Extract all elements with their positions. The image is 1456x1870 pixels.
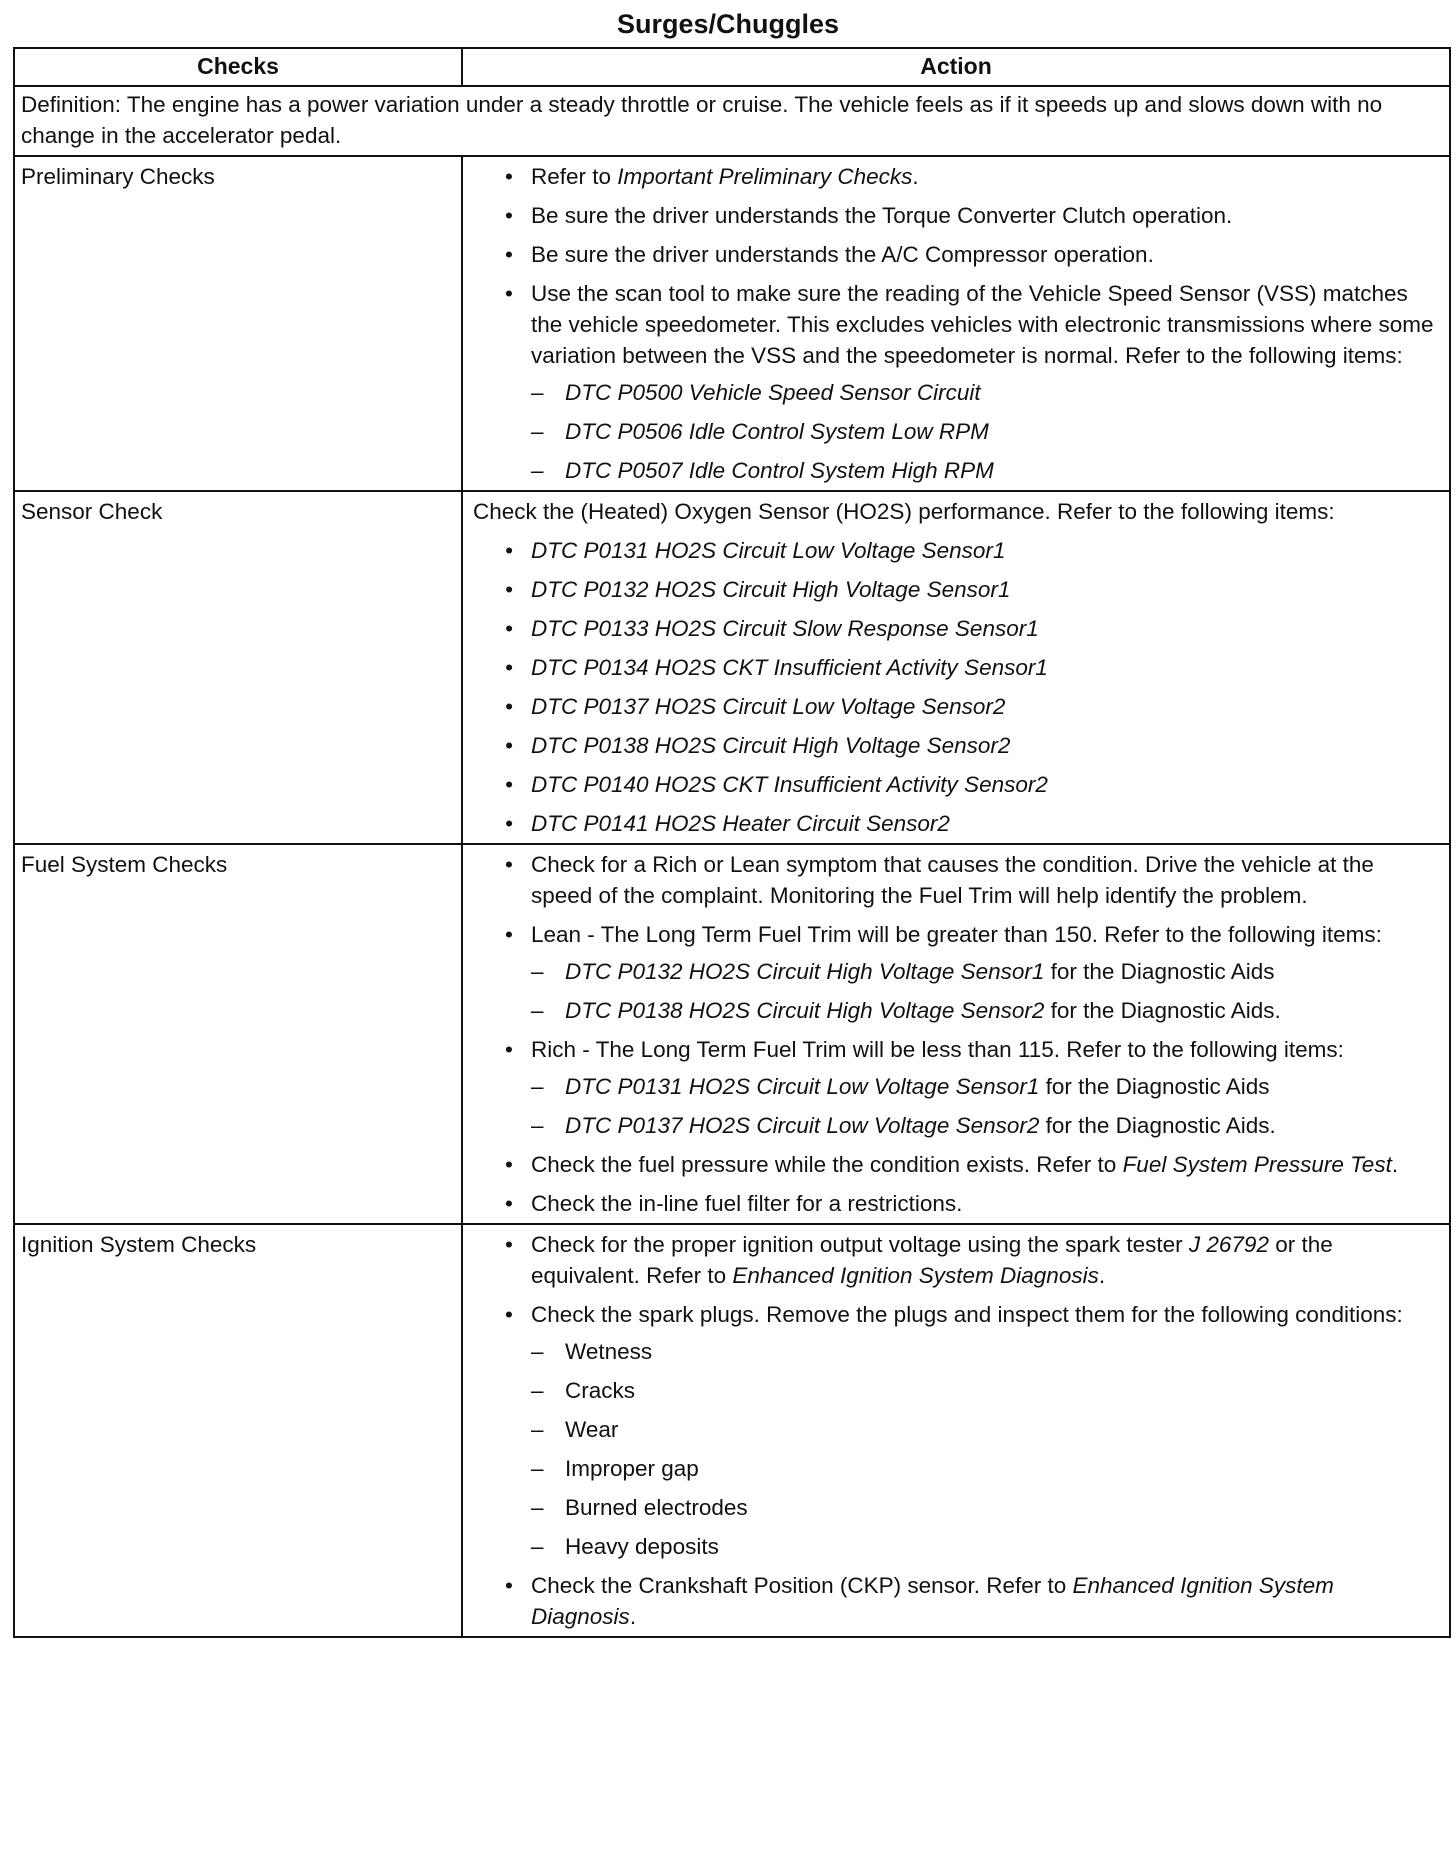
bullet-icon: • (505, 1232, 513, 1257)
list-item: • Lean - The Long Term Fuel Trim will be greater than 150. Refer to the following items: – DTC P0132 HO2S Circuit High Voltage Sensor1 for the Diagnostic Aids – DTC P0138 HO2S Circuit High Voltage Sensor2 for the Diagnostic Aids. (473, 919, 1439, 1026)
bullet-icon: • (505, 733, 513, 758)
list-item: • Use the scan tool to make sure the reading of the Vehicle Speed Sensor (VSS) matches the vehicle speedometer. This excludes vehicles with electronic transmissions where some variation between the VSS and the speedometer is normal. Refer to the following items: – DTC P0500 Vehicle Speed Sensor Circuit – DTC P0506 Idle Control System Low RPM – DTC P0507 Idle Control System High RPM (473, 278, 1439, 486)
bullet-icon: • (505, 616, 513, 641)
cross-reference: Fuel System Pressure Test (1122, 1152, 1392, 1177)
dash-icon: – (531, 380, 544, 405)
action-cell (462, 491, 1450, 844)
table-header-row (14, 48, 1450, 86)
list-item: • DTC P0132 HO2S Circuit High Voltage Sensor1 (473, 574, 1439, 605)
sub-list-item: – DTC P0500 Vehicle Speed Sensor Circuit (531, 377, 1439, 408)
bullet-icon: • (505, 811, 513, 836)
table-row (14, 1224, 1450, 1637)
sub-list (531, 1336, 1439, 1562)
bullet-icon: • (505, 922, 513, 947)
bullet-icon: • (505, 242, 513, 267)
dash-icon: – (531, 1339, 544, 1364)
tool-reference: J 26792 (1188, 1232, 1269, 1257)
action-list (473, 535, 1439, 839)
list-item: • Rich - The Long Term Fuel Trim will be less than 115. Refer to the following items: – DTC P0131 HO2S Circuit Low Voltage Sensor1 for the Diagnostic Aids – DTC P0137 HO2S Circuit Low Voltage Sensor2 for the Diagnostic Aids. (473, 1034, 1439, 1141)
check-name: Fuel System Checks (14, 844, 462, 1224)
dash-icon: – (531, 419, 544, 444)
action-list (473, 849, 1439, 1219)
list-item: • DTC P0140 HO2S CKT Insufficient Activity Sensor2 (473, 769, 1439, 800)
cross-reference: Enhanced Ignition System Diagnosis (531, 1573, 1334, 1629)
dash-icon: – (531, 1378, 544, 1403)
list-item: • Be sure the driver understands the A/C Compressor operation. (473, 239, 1439, 270)
dash-icon: – (531, 1456, 544, 1481)
sub-list-item: – DTC P0138 HO2S Circuit High Voltage Sensor2 for the Diagnostic Aids. (531, 995, 1439, 1026)
bullet-icon: • (505, 694, 513, 719)
sub-list-item: – Wear (531, 1414, 1439, 1445)
sub-list-item: – DTC P0507 Idle Control System High RPM (531, 455, 1439, 486)
table-row (14, 491, 1450, 844)
dash-icon: – (531, 1074, 544, 1099)
cross-reference: Enhanced Ignition System Diagnosis (732, 1263, 1099, 1288)
list-item: • DTC P0138 HO2S Circuit High Voltage Sensor2 (473, 730, 1439, 761)
bullet-icon: • (505, 1573, 513, 1598)
bullet-icon: • (505, 538, 513, 563)
list-item: • Check the spark plugs. Remove the plugs and inspect them for the following conditions: – Wetness – Cracks – Wear – Improper gap – Burned electrodes – Heavy deposits (473, 1299, 1439, 1562)
sub-list (531, 1071, 1439, 1141)
list-item: • DTC P0131 HO2S Circuit Low Voltage Sensor1 (473, 535, 1439, 566)
sub-list-item: – DTC P0132 HO2S Circuit High Voltage Sensor1 for the Diagnostic Aids (531, 956, 1439, 987)
list-item: • Check for a Rich or Lean symptom that causes the condition. Drive the vehicle at the speed of the complaint. Monitoring the Fuel Trim will help identify the problem. (473, 849, 1439, 911)
list-item: • DTC P0134 HO2S CKT Insufficient Activity Sensor1 (473, 652, 1439, 683)
dash-icon: – (531, 458, 544, 483)
sub-list-item: – DTC P0131 HO2S Circuit Low Voltage Sensor1 for the Diagnostic Aids (531, 1071, 1439, 1102)
dash-icon: – (531, 1534, 544, 1559)
bullet-icon: • (505, 203, 513, 228)
definition-text: Definition: The engine has a power variation under a steady throttle or cruise. The vehicle feels as if it speeds up and slows down with no change in the accelerator pedal. (14, 86, 1450, 156)
dash-icon: – (531, 998, 544, 1023)
sub-list-item: – Cracks (531, 1375, 1439, 1406)
sub-list (531, 956, 1439, 1026)
bullet-icon: • (505, 164, 513, 189)
list-item: • DTC P0133 HO2S Circuit Slow Response Sensor1 (473, 613, 1439, 644)
bullet-icon: • (505, 1302, 513, 1327)
checks-column-header: Checks (14, 48, 462, 86)
list-item: • Check for the proper ignition output voltage using the spark tester J 26792 or the equivalent. Refer to Enhanced Ignition System Diagnosis. (473, 1229, 1439, 1291)
action-list (473, 1229, 1439, 1632)
bullet-icon: • (505, 577, 513, 602)
action-cell (462, 156, 1450, 491)
sub-list-item: – Heavy deposits (531, 1531, 1439, 1562)
sub-list-item: – DTC P0506 Idle Control System Low RPM (531, 416, 1439, 447)
sub-list (531, 377, 1439, 486)
list-item: • Check the in-line fuel filter for a restrictions. (473, 1188, 1439, 1219)
list-item: • Check the Crankshaft Position (CKP) sensor. Refer to Enhanced Ignition System Diagnosis. (473, 1570, 1439, 1632)
bullet-icon: • (505, 281, 513, 306)
bullet-icon: • (505, 772, 513, 797)
action-cell (462, 844, 1450, 1224)
diagnostic-table (13, 47, 1451, 1638)
page-title: Surges/Chuggles (616, 9, 840, 39)
action-intro: Check the (Heated) Oxygen Sensor (HO2S) performance. Refer to the following items: (473, 499, 1335, 524)
table-row (14, 844, 1450, 1224)
sub-list-item: – Wetness (531, 1336, 1439, 1367)
action-cell (462, 1224, 1450, 1637)
sub-list-item: – Burned electrodes (531, 1492, 1439, 1523)
list-item: • Refer to Important Preliminary Checks. (473, 161, 1439, 192)
bullet-icon: • (505, 1152, 513, 1177)
action-column-header: Action (462, 48, 1450, 86)
bullet-icon: • (505, 852, 513, 877)
check-name: Preliminary Checks (14, 156, 462, 491)
action-list (473, 161, 1439, 486)
list-item: • DTC P0141 HO2S Heater Circuit Sensor2 (473, 808, 1439, 839)
bullet-icon: • (505, 655, 513, 680)
sub-list-item: – DTC P0137 HO2S Circuit Low Voltage Sensor2 for the Diagnostic Aids. (531, 1110, 1439, 1141)
dash-icon: – (531, 1113, 544, 1138)
cross-reference: Important Preliminary Checks (617, 164, 913, 189)
definition-row (14, 86, 1450, 156)
table-row (14, 156, 1450, 491)
list-item: • DTC P0137 HO2S Circuit Low Voltage Sensor2 (473, 691, 1439, 722)
check-name: Sensor Check (14, 491, 462, 844)
list-item: • Check the fuel pressure while the condition exists. Refer to Fuel System Pressure Test. (473, 1149, 1439, 1180)
dash-icon: – (531, 1495, 544, 1520)
bullet-icon: • (505, 1191, 513, 1216)
dash-icon: – (531, 1417, 544, 1442)
bullet-icon: • (505, 1037, 513, 1062)
list-item: • Be sure the driver understands the Torque Converter Clutch operation. (473, 200, 1439, 231)
sub-list-item: – Improper gap (531, 1453, 1439, 1484)
check-name: Ignition System Checks (14, 1224, 462, 1637)
dash-icon: – (531, 959, 544, 984)
